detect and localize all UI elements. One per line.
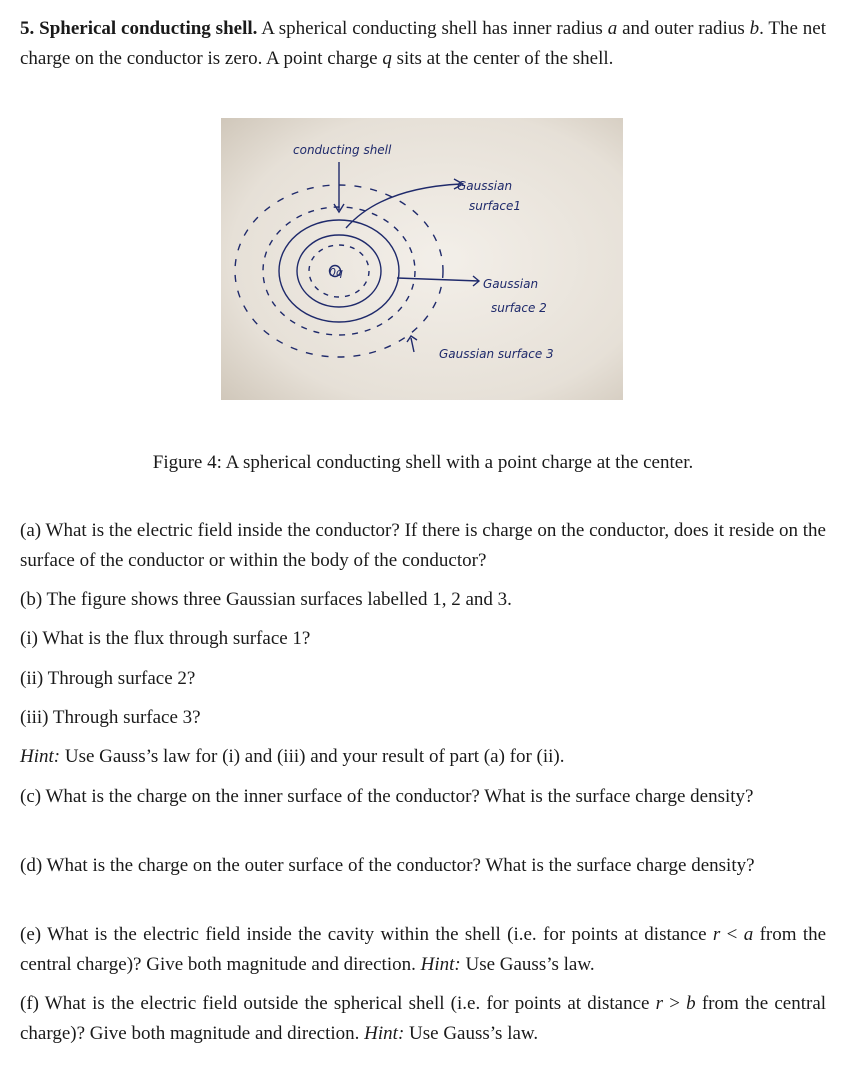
problem-text-4: sits at the center of the shell.	[396, 48, 614, 69]
question-e-text-2: from the central charge)? Give both magnitude and direction.	[20, 924, 827, 975]
hint-text: Use Gauss’s law for (i) and (iii) and your result of part (a) for (ii).	[64, 746, 565, 767]
question-a: (a) What is the electric field inside the conductor? If there is charge on the conductor, does it reside on the surface of the conductor or within the body of the conductor?	[20, 520, 826, 571]
label-gaussian-2a: Gaussian	[483, 277, 539, 291]
gt-sign: >	[669, 993, 680, 1014]
page	[20, 14, 827, 1044]
question-f	[20, 989, 826, 1049]
question-b-hint	[20, 742, 826, 772]
question-e-hint: Use Gauss’s law.	[465, 954, 595, 975]
question-f-hint: Use Gauss’s law.	[409, 1023, 539, 1044]
question-f-text-2: from the central charge)? Give both magnitude and direction.	[20, 993, 827, 1044]
lt-sign: <	[726, 924, 738, 945]
question-b-ii: (ii) Through surface 2?	[20, 668, 196, 689]
question-d: (d) What is the charge on the outer surface of the conductor? What is the surface charge density?	[20, 855, 755, 876]
problem-text-1: A spherical conducting shell has inner radius	[261, 18, 603, 39]
var-r-f: r	[655, 993, 664, 1014]
var-a-e: a	[743, 924, 754, 945]
question-e	[20, 920, 826, 980]
var-q: q	[382, 48, 392, 69]
question-e-text-1: (e) What is the electric field inside the cavity within the shell (i.e. for points at distance	[20, 924, 707, 945]
figure-caption: Figure 4: A spherical conducting shell with a point charge at the center.	[152, 452, 694, 473]
problem-title: Spherical conducting shell.	[39, 18, 258, 39]
question-c: (c) What is the charge on the inner surface of the conductor? What is the surface charge density?	[20, 786, 754, 807]
var-b: b	[749, 18, 760, 39]
paper-background	[221, 118, 623, 400]
figure-photo	[221, 118, 623, 400]
label-gaussian-1a: Gaussian	[457, 179, 513, 193]
var-b-f: b	[686, 993, 696, 1014]
question-b: (b) The figure shows three Gaussian surfaces labelled 1, 2 and 3.	[20, 589, 512, 610]
question-e-hint-label: Hint:	[420, 954, 461, 975]
label-gaussian-2b: surface 2	[491, 301, 547, 315]
question-b-i: (i) What is the flux through surface 1?	[20, 628, 311, 649]
label-gaussian-3: Gaussian surface 3	[439, 347, 554, 361]
problem-number: 5.	[20, 18, 35, 39]
question-b-iii: (iii) Through surface 3?	[20, 707, 201, 728]
label-charge: 0q	[329, 266, 343, 279]
problem-text-3: . The net charge on the conductor is zero. A point charge	[20, 18, 826, 69]
hint-label: Hint:	[20, 746, 61, 767]
question-f-hint-label: Hint:	[364, 1023, 405, 1044]
label-gaussian-1b: surface1	[469, 199, 521, 213]
var-a: a	[607, 18, 618, 39]
question-f-text-1: (f) What is the electric field outside the spherical shell (i.e. for points at distance	[20, 993, 650, 1014]
label-conducting-shell: conducting shell	[293, 143, 392, 157]
problem-statement	[20, 14, 826, 74]
var-r-e: r	[712, 924, 721, 945]
problem-text-2: and outer radius	[622, 18, 745, 39]
